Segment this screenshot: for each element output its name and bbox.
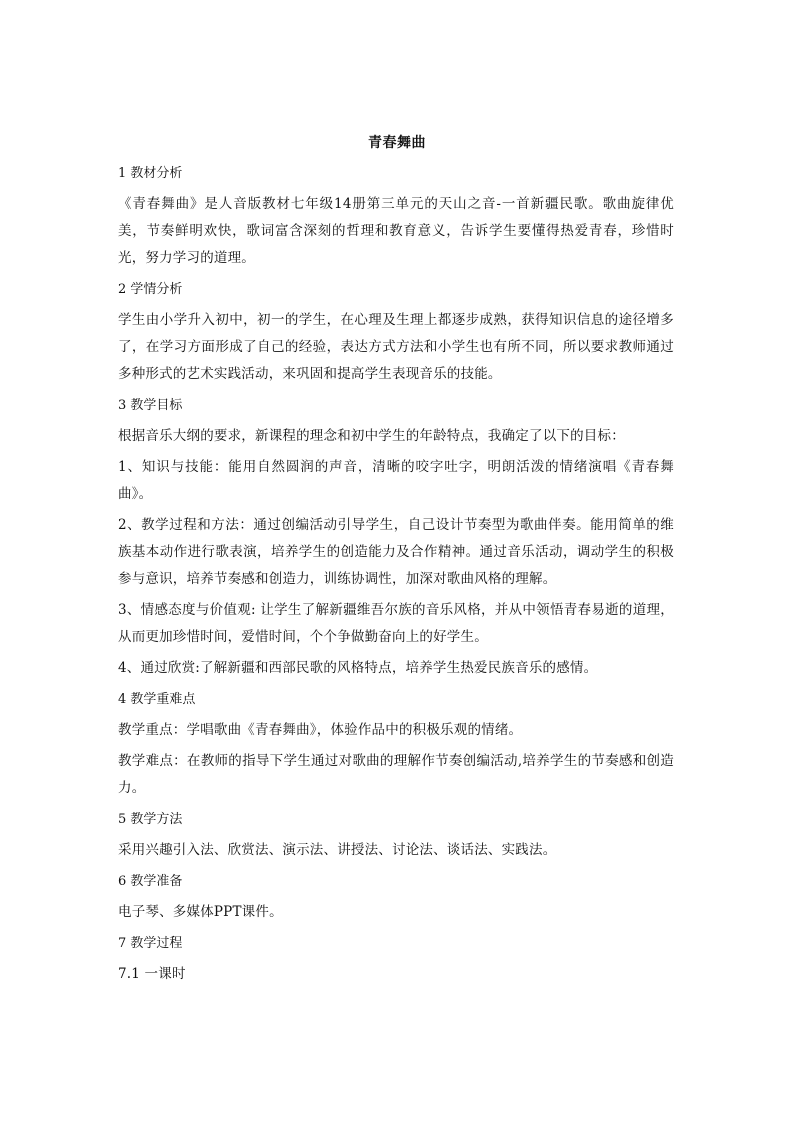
section-heading: 2 学情分析 (118, 282, 183, 297)
section-paragraph: 学生由小学升入初中，初一的学生，在心理及生理上都逐步成熟，获得知识信息的途径增多了，在学习方面形成了自己的经验，表达方式方法和小学生也有所不同，所以要求教师通过多种形式的艺术实践活动，来巩固和提高学生表现音乐的技能。 (118, 312, 674, 382)
section-paragraph: 教学重点：学唱歌曲《青春舞曲》，体验作品中的积极乐观的情绪。 (118, 722, 523, 738)
section-paragraph: 采用兴趣引入法、欣赏法、演示法、讲授法、讨论法、谈话法、实践法。 (118, 842, 557, 858)
section-paragraph: 教学难点：在教师的指导下学生通过对歌曲的理解作节奏创编活动,培养学生的节奏感和创造力。 (118, 753, 674, 796)
section-paragraph: 《青春舞曲》是人音版教材七年级14册第三单元的天山之音-一首新疆民歌。歌曲旋律优美，节奏鲜明欢快，歌词富含深刻的哲理和教育意义，告诉学生要懂得热爱青春，珍惜时光，努力学习的道理。 (118, 196, 674, 266)
section-heading: 6 教学准备 (118, 874, 183, 889)
section-paragraph: 电子琴、多媒体PPT课件。 (118, 904, 283, 920)
section-heading: 5 教学方法 (118, 812, 183, 827)
section-paragraph: 4、通过欣赏:了解新疆和西部民歌的风格特点，培养学生热爱民族音乐的感情。 (118, 660, 598, 676)
document-title: 青春舞曲 (368, 135, 426, 151)
section-paragraph: 1、知识与技能：能用自然圆润的声音，清晰的咬字吐字，明朗活泼的情绪演唱《青春舞曲》。 (118, 459, 674, 502)
section-paragraph: 7.1 一课时 (118, 966, 186, 982)
section-paragraph: 2、教学过程和方法：通过创编活动引导学生，自己设计节奏型为歌曲伴奏。能用简单的维族基本动作进行歌表演，培养学生的创造能力及合作精神。通过音乐活动，调动学生的积极参与意识，培养节奏感和创造力，训练协调性，加深对歌曲风格的理解。 (118, 517, 674, 587)
section-paragraph: 根据音乐大纲的要求，新课程的理念和初中学生的年龄特点，我确定了以下的目标： (118, 428, 625, 444)
section-heading: 7 教学过程 (118, 936, 183, 951)
section-paragraph: 3、情感态度与价值观: 让学生了解新疆维吾尔族的音乐风格，并从中领悟青春易逝的道理，从而更加珍惜时间，爱惜时间，个个争做勤奋向上的好学生。 (118, 602, 674, 645)
document-body (118, 160, 674, 988)
section-heading: 3 教学目标 (118, 398, 183, 413)
section-heading: 1 教材分析 (118, 166, 183, 181)
section-heading: 4 教学重难点 (118, 692, 196, 707)
